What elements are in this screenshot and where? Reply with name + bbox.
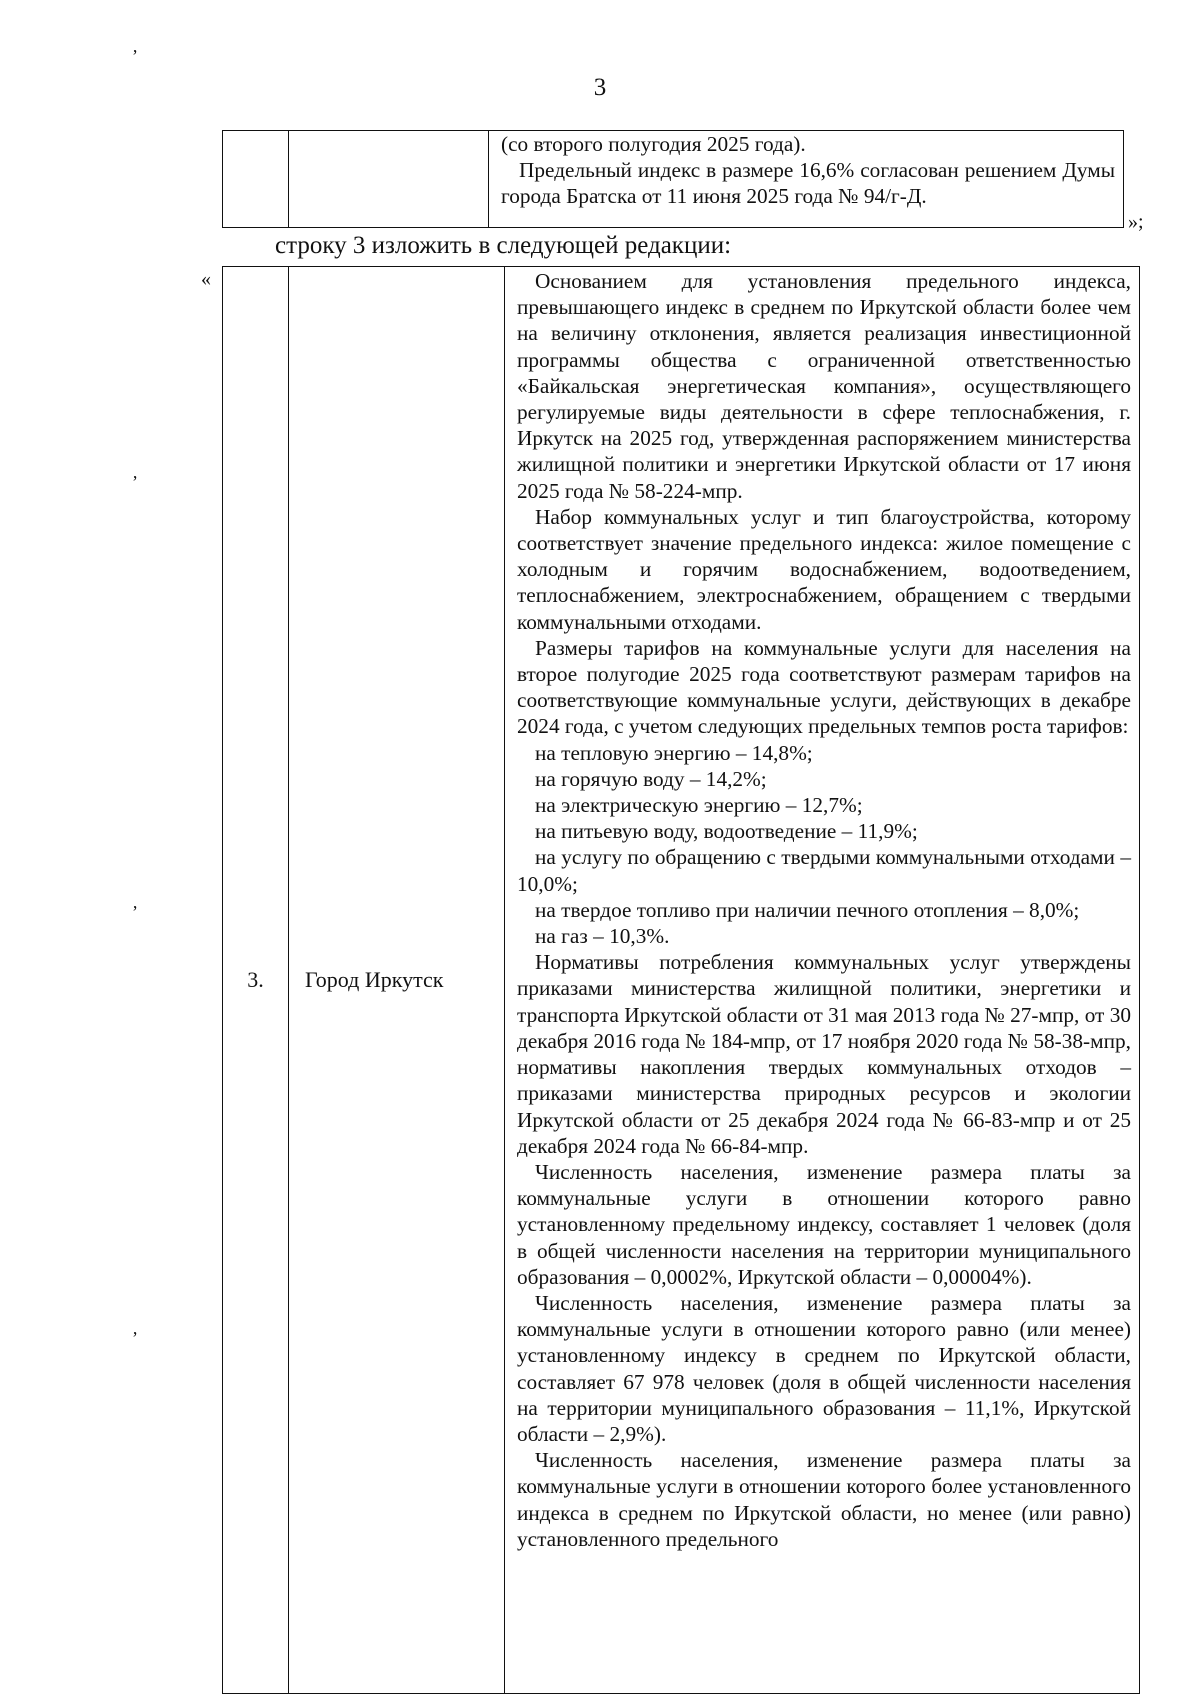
rate-gas: на газ – 10,3%. [535, 924, 670, 949]
row-3-table [222, 266, 1140, 1694]
opening-quote: « [201, 268, 211, 290]
rate-solid-fuel: на твердое топливо при наличии печного отопления – 8,0%; [535, 897, 1080, 922]
paragraph-basis: Основанием для установления предельного индекса, превышающего индекс в среднем по Иркутской области более чем на величину отклонения, является реализация инвестиционной программы общества с ограниченной ответственностью «Байкальская энергетическая компания», осуществляющего регулируемые виды деятельности в сфере теплоснабжения, г. Иркутск на 2025 год, утвержденная распоряжением министерства жилищной политики и энергетики Иркутской области от 17 июня 2025 года № 58-224-мпр. [517, 269, 1131, 503]
row-number-cell: 3. [223, 267, 289, 1694]
prev-line-1: (со второго полугодия 2025 года). [501, 132, 806, 156]
margin-tick-4: ‚ [132, 1318, 138, 1338]
rate-hot-water: на горячую воду – 14,2%; [535, 766, 767, 791]
paragraph-norms: Нормативы потребления коммунальных услуг утверждены приказами министерства жилищной политики, энергетики и транспорта Иркутской области от 31 мая 2013 года № 27-мпр, от 30 декабря 2016 года № 184-мпр, от 17 ноября 2020 года № 58-38-мпр, нормативы накопления твердых коммунальных отходов – приказами министерства природных ресурсов и экологии Иркутской области от 25 декабря 2024 года № 66-83-мпр и от 25 декабря 2024 года № 66-84-мпр. [517, 950, 1131, 1158]
rate-heat: на тепловую энергию – 14,8%; [535, 740, 813, 765]
page-number: 3 [593, 74, 607, 101]
margin-tick-2: ‚ [132, 462, 138, 482]
previous-row-table [222, 130, 1124, 228]
paragraph-population-limit: Численность населения, изменение размера платы за коммунальные услуги в отношении которого равно установленному предельному индексу, составляет 1 человек (доля в общей численности населения на территории муниципального образования – 0,0002%, Иркутской области – 0,00004%). [517, 1159, 1131, 1289]
margin-tick-1: ‚ [132, 36, 138, 56]
municipality-cell: Город Иркутск [289, 267, 505, 1694]
amendment-instruction: строку 3 изложить в следующей редакции: [275, 232, 732, 259]
paragraph-population-above: Численность населения, изменение размера платы за коммунальные услуги в отношении которого более установленного индекса в среднем по Иркутской области, но менее (или равно) установленного предельного [517, 1448, 1131, 1551]
justification-cell [505, 267, 1140, 1694]
rate-electricity: на электрическую энергию – 12,7%; [535, 793, 863, 818]
prev-text-cell [489, 131, 1124, 228]
rate-waste: на услугу по обращению с твердыми коммунальными отходами – 10,0%; [517, 845, 1131, 896]
paragraph-tariffs: Размеры тарифов на коммунальные услуги для населения на второе полугодие 2025 года соответствуют размерам тарифов на соответствующие коммунальные услуги, действующих в декабре 2024 года, с учетом следующих предельных темпов роста тарифов: [517, 635, 1131, 739]
prev-number-cell [223, 131, 289, 228]
prev-line-2: Предельный индекс в размере 16,6% согласован решением Думы города Братска от 11 июня 2025 года № 94/г-Д. [501, 158, 1115, 209]
closing-quote: »; [1128, 211, 1144, 233]
rate-water: на питьевую воду, водоотведение – 11,9%; [535, 819, 918, 844]
paragraph-population-average: Численность населения, изменение размера платы за коммунальные услуги в отношении которого равно (или менее) установленному индексу в среднем по Иркутской области, составляет 67 978 человек (доля в общей численности населения на территории муниципального образования – 11,1%, Иркутской области – 2,9%). [517, 1290, 1131, 1446]
prev-municipality-cell [289, 131, 489, 228]
paragraph-services: Набор коммунальных услуг и тип благоустройства, которому соответствует значение предельного индекса: жилое помещение с холодным и горячим водоснабжением, водоотведением, теплоснабжением, электроснабжением, обращением с твердыми коммунальными отходами. [517, 504, 1131, 634]
margin-tick-3: ‚ [132, 892, 138, 912]
